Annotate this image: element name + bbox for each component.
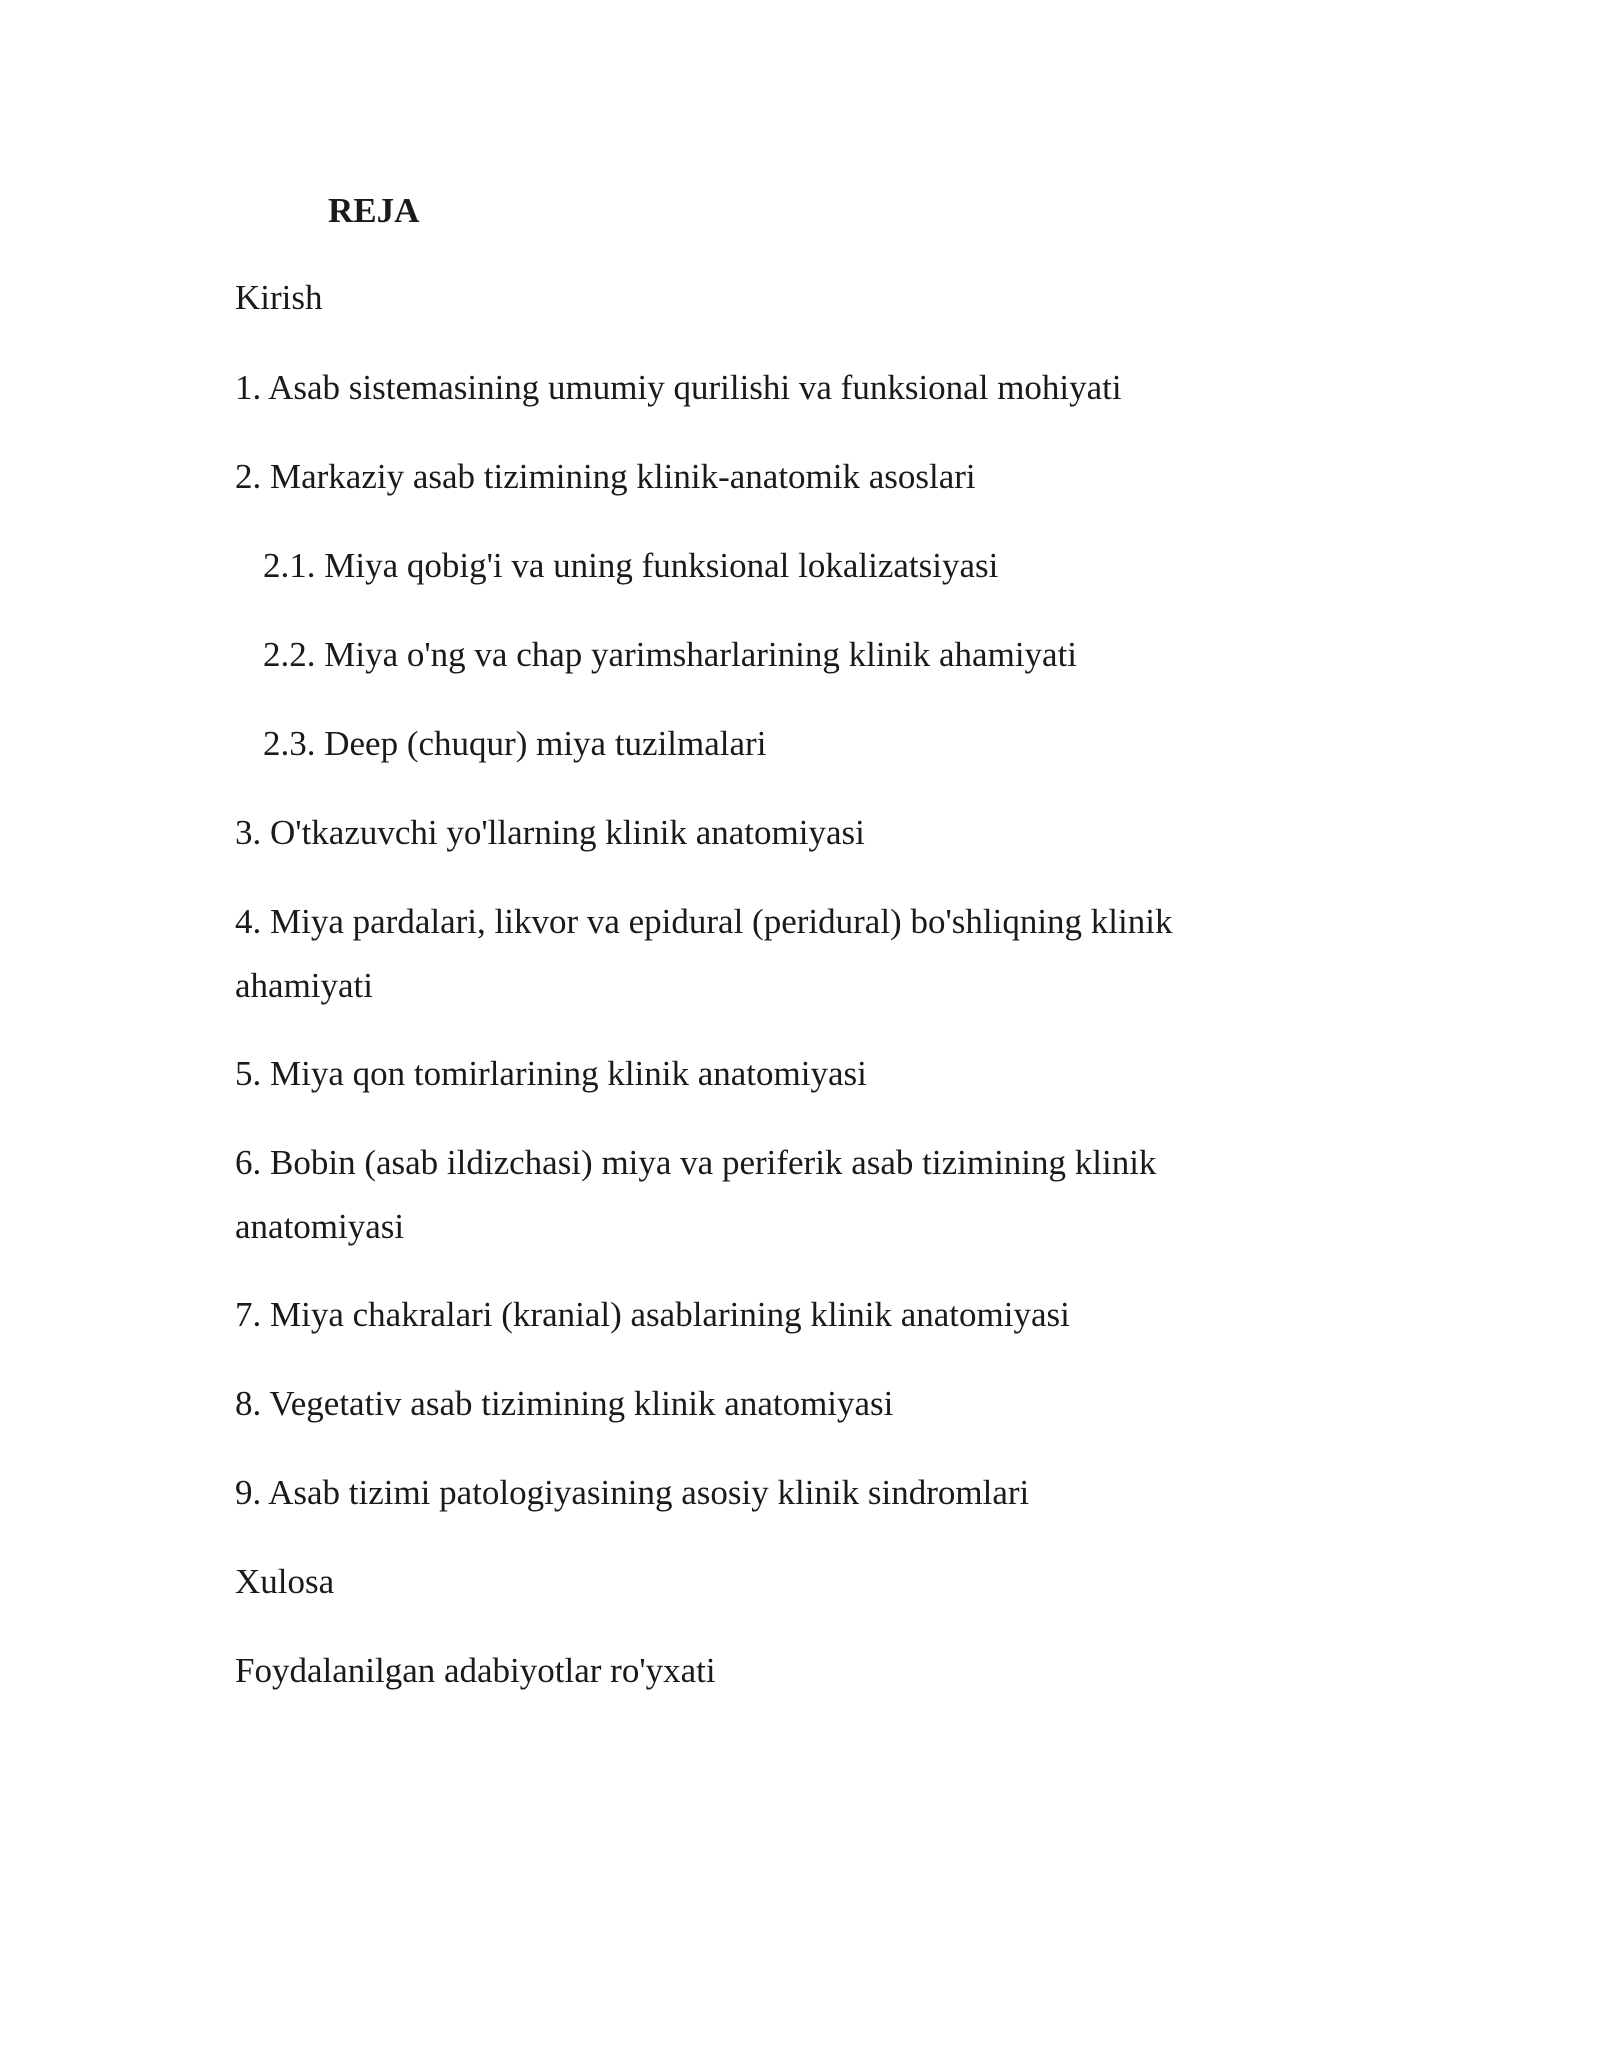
- plan-item-3: 3. O'tkazuvchi yo'llarning klinik anatomiyasi: [235, 813, 865, 852]
- plan-item-2: 2. Markaziy asab tizimining klinik-anatomik asoslari: [235, 457, 976, 496]
- plan-item-references: Foydalanilgan adabiyotlar ro'yxati: [235, 1651, 716, 1690]
- plan-item-8: 8. Vegetativ asab tizimining klinik anatomiyasi: [235, 1384, 894, 1423]
- plan-item-conclusion: Xulosa: [235, 1562, 335, 1601]
- plan-item-6: 6. Bobin (asab ildizchasi) miya va periferik asab tizimining klinik anatomiyasi: [235, 1143, 1157, 1246]
- plan-item-2-3: 2.3. Deep (chuqur) miya tuzilmalari: [263, 724, 767, 763]
- plan-item-2-2: 2.2. Miya o'ng va chap yarimsharlarining klinik ahamiyati: [263, 635, 1078, 674]
- plan-item-9: 9. Asab tizimi patologiyasining asosiy klinik sindromlari: [235, 1473, 1030, 1512]
- plan-item-2-1: 2.1. Miya qobig'i va uning funksional lokalizatsiyasi: [263, 546, 999, 585]
- plan-item-7: 7. Miya chakralari (kranial) asablarining klinik anatomiyasi: [235, 1295, 1070, 1334]
- document-title: REJA: [328, 191, 420, 230]
- plan-item-1: 1. Asab sistemasining umumiy qurilishi va funksional mohiyati: [235, 368, 1122, 407]
- plan-item-intro: Kirish: [235, 278, 323, 317]
- plan-item-5: 5. Miya qon tomirlarining klinik anatomiyasi: [235, 1054, 867, 1093]
- plan-item-4: 4. Miya pardalari, likvor va epidural (peridural) bo'shliqning klinik ahamiyati: [235, 902, 1173, 1005]
